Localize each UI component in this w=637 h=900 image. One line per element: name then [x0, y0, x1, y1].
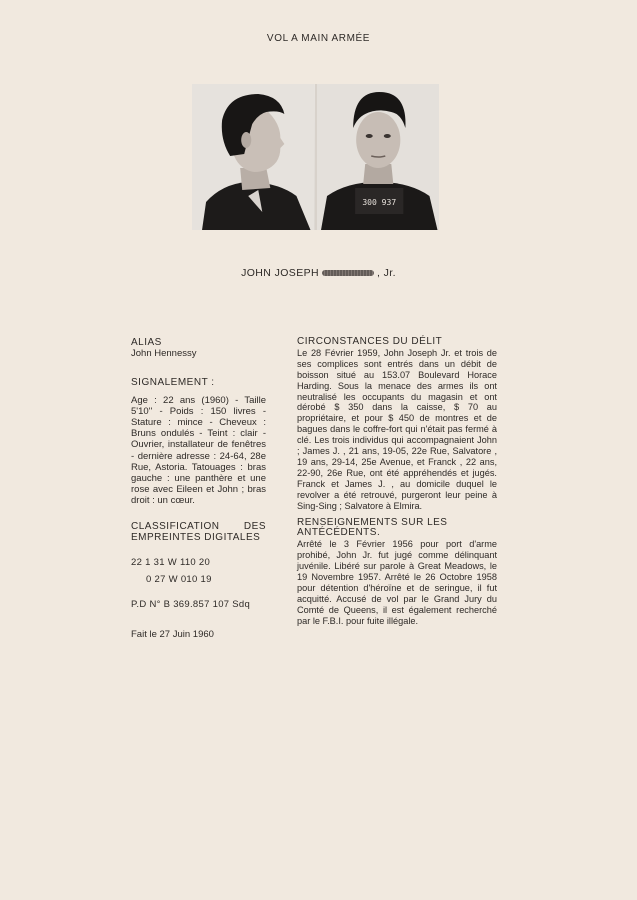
left-column [131, 337, 266, 640]
subject-name [0, 267, 637, 279]
antecedents-heading: RENSEIGNEMENTS SUR LES ANTÉCÉDENTS. [297, 516, 448, 539]
signalement-text: Age : 22 ans (1960) - Taille 5'10'' - Poids : 150 livres - Stature : mince - Cheveux : Bruns ondulés - Teint : clair - Ouvrier, installateur de fenêtres - dernière adresse : 24-64, 28e Rue, Astoria. Tatouages : bras gauche : une panthère et une rose avec Eileen et John ; bras droit : un cœur. [131, 394, 266, 507]
issue-date: Fait le 27 Juin 1960 [131, 628, 214, 640]
signalement-heading: SIGNALEMENT : [131, 377, 215, 389]
alias-value: John Hennessy [131, 348, 197, 360]
subject-suffix: , Jr. [377, 267, 396, 279]
mugshot-profile [192, 84, 315, 230]
front-portrait-image [317, 84, 440, 230]
redaction-mark [322, 270, 374, 276]
fingerprint-code-2: 0 27 W 010 19 [146, 574, 212, 586]
classification-heading: CLASSIFICATION DES EMPREINTES DIGITALES [131, 520, 266, 543]
profile-portrait-image [192, 84, 315, 230]
fingerprint-code-1: 22 1 31 W 110 20 [131, 557, 211, 569]
alias-heading: ALIAS [131, 337, 162, 348]
mugshot-pair [192, 84, 439, 230]
antecedents-text: Arrêté le 3 Février 1956 pour port d'arme prohibé, John Jr. fut jugé comme délinquant juvénile. Libéré sur parole à Great Meadows, le 19 Novembre 1957. Arrêté le 26 Octobre 1958 pour détention d'héroïne et de seringue, il fut acquitté. Accusé de vol par le Grand Jury du Comté de Queens, il est également recherché par le F.B.I. pour fuite illégale. [297, 539, 497, 626]
page-header: VOL A MAIN ARMÉE [266, 33, 371, 44]
circumstances-heading: CIRCONSTANCES DU DÉLIT [297, 336, 443, 347]
circumstances-text: Le 28 Février 1959, John Joseph Jr. et trois de ses complices sont entrés dans un débit de boisson situé au 153.07 Boulevard Horace Harding. Sous la menace des armes ils ont neutralisé les occupants du magasin et ont dérobé $ 350 dans la caisse, $ 70 au propriétaire, et pour $ 450 de montres et de bagues dans le coffre-fort qui n'était pas fermé à clé. Les trois individus qui accompagnaient John ; James J. , 21 ans, 19-05, 22e Rue, Salvatore , 19 ans, 29-14, 25e Avenue, et Franck , 22 ans, 22-90, 26e Rue, ont été appréhendés et jugés. Franck et James J. , au domicile duquel le revolver a été retrouvé, purgeront leur peine à Sing-Sing ; Salvatore à Elmira. [297, 347, 497, 511]
subject-first-name: JOHN JOSEPH [241, 267, 319, 279]
booking-plate-number: 300 937 [361, 198, 396, 207]
mugshot-front [317, 84, 440, 230]
pdn-reference: P.D N° B 369.857 107 Sdq [131, 599, 251, 611]
right-column [297, 337, 497, 627]
